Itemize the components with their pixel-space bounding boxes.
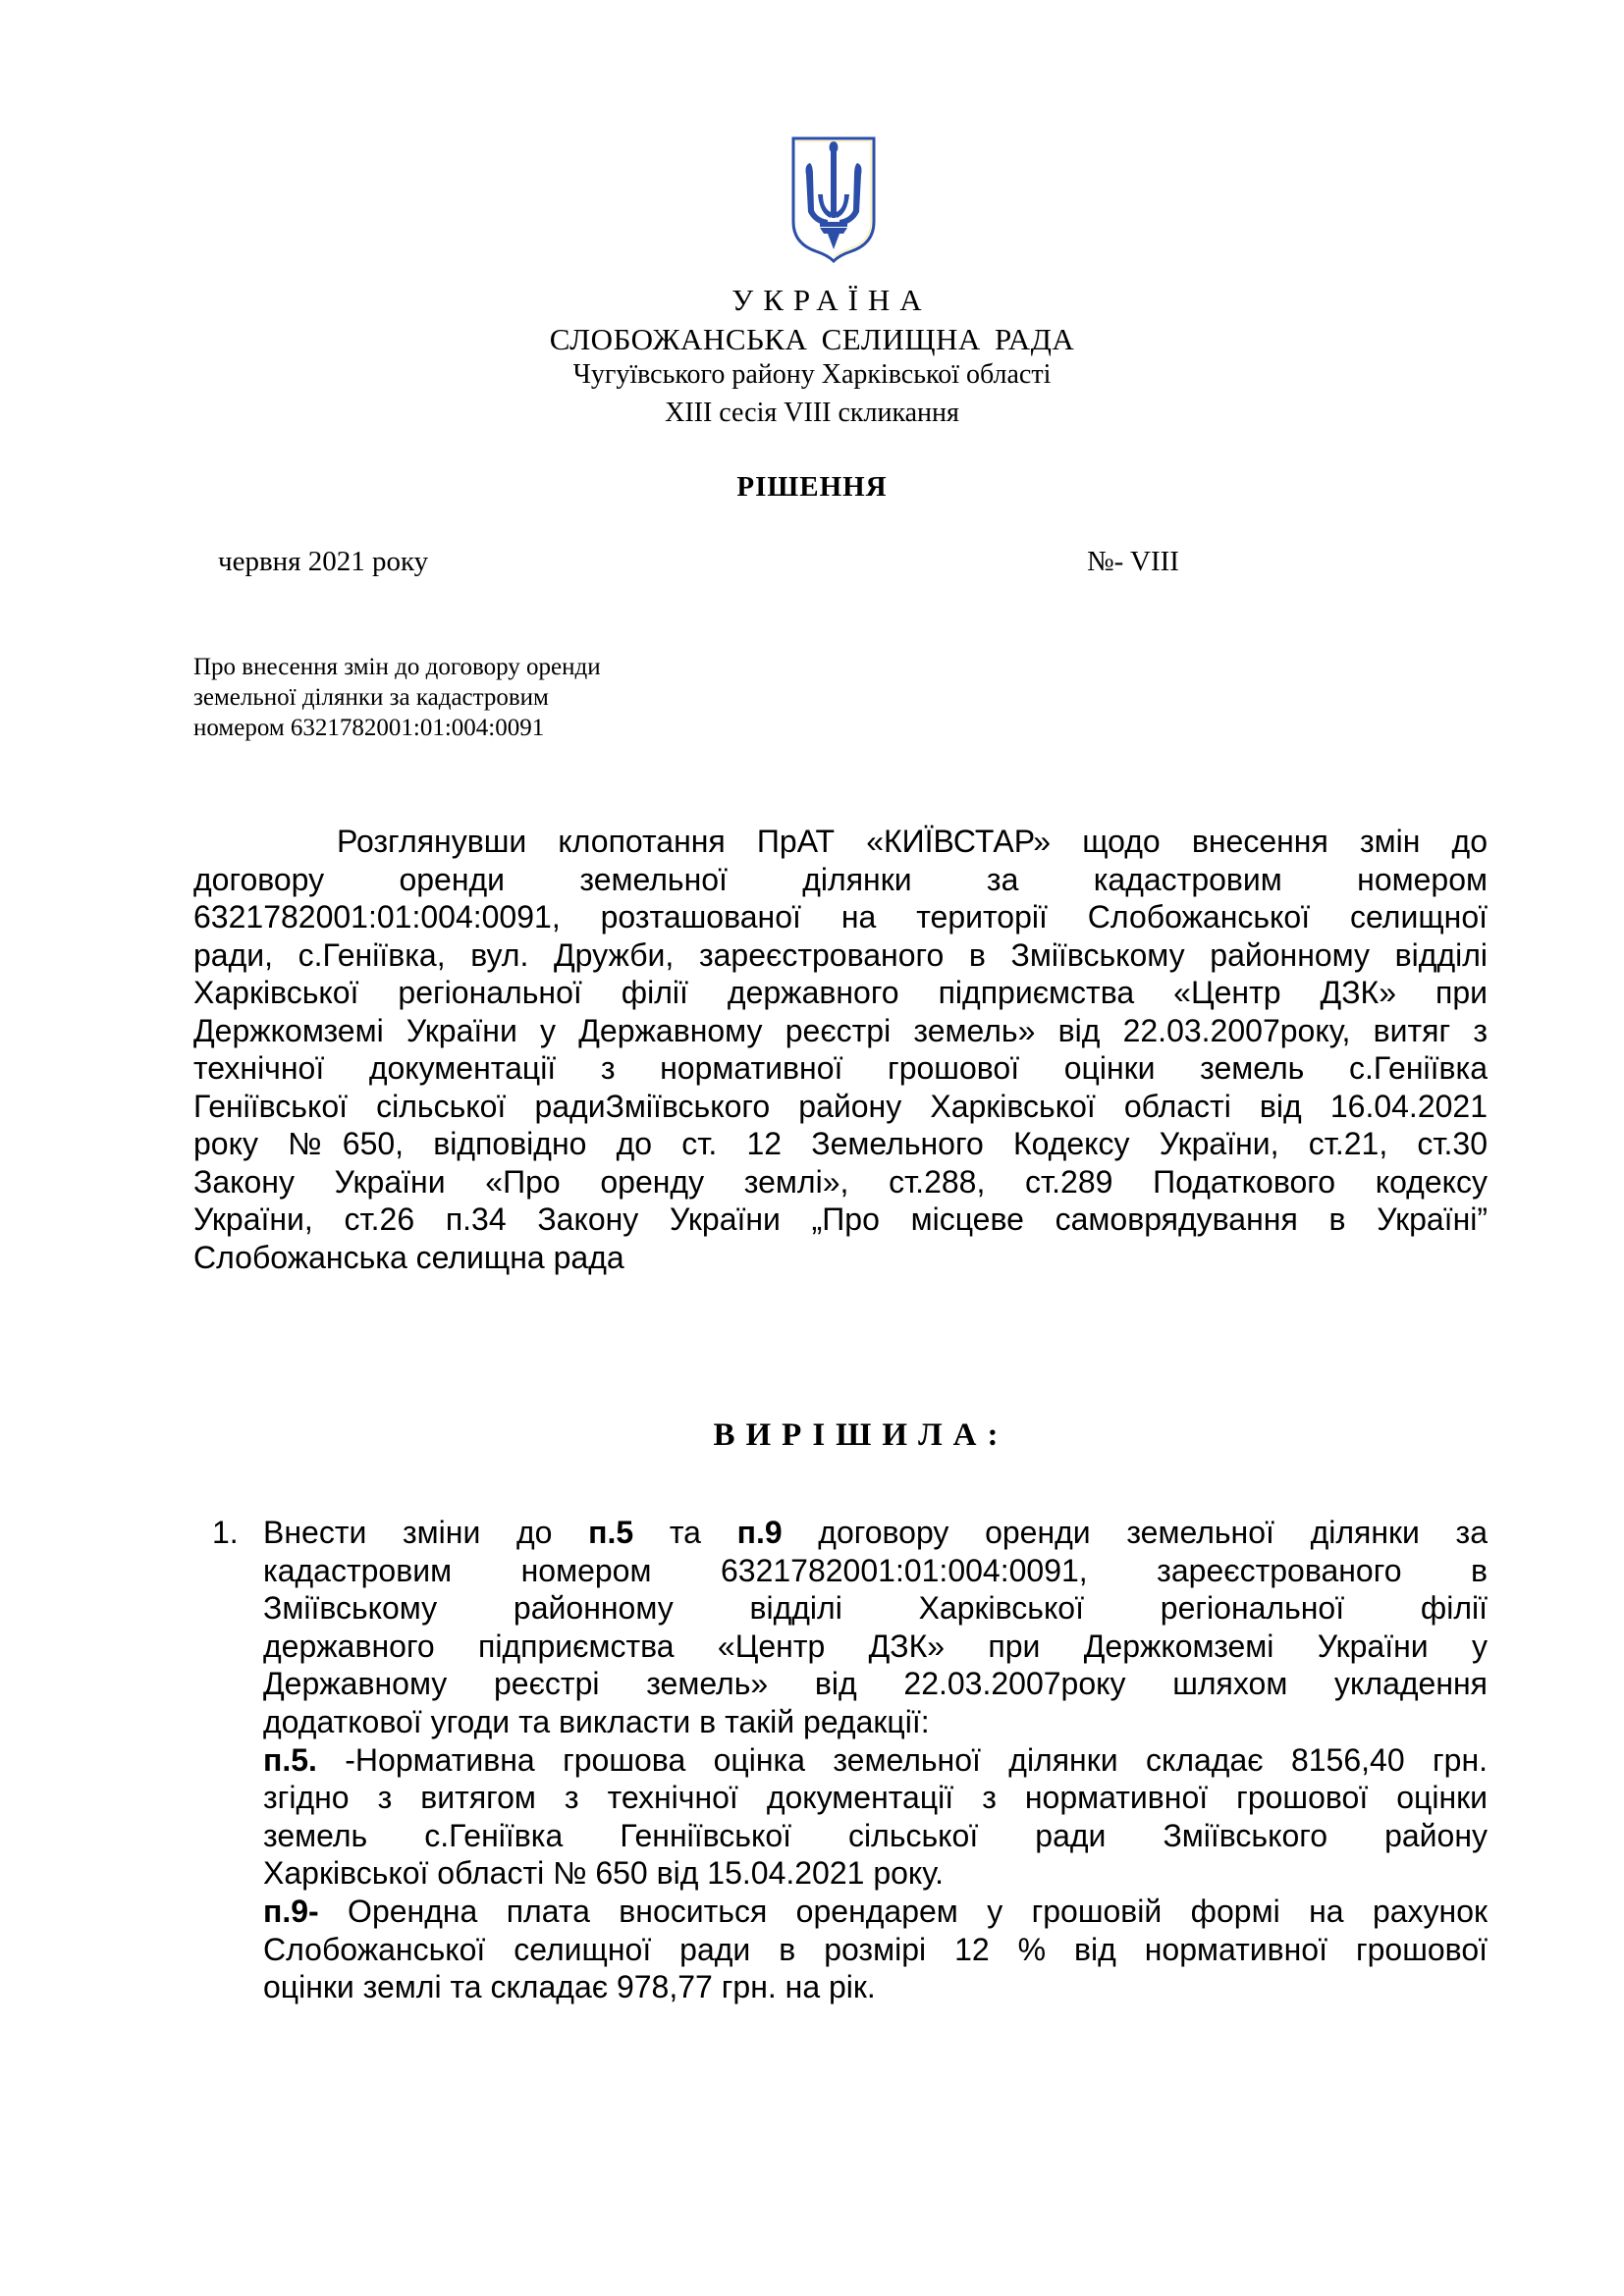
preamble-paragraph xyxy=(193,823,1488,1276)
subject-line: номером 6321782001:01:004:0091 xyxy=(193,715,545,741)
preamble-line: Геніївської сільської радиЗміївського району Харківської області від 16.04.2021 xyxy=(193,1088,1488,1124)
document-subject xyxy=(193,652,601,743)
item-line: Зміївському районному відділі Харківської регіональної філії xyxy=(263,1590,1488,1627)
clause-p9-label: п.9- xyxy=(263,1893,319,1929)
item-line xyxy=(263,1514,1488,1552)
clause-ref-p9: п.9 xyxy=(736,1515,783,1550)
item-line: згідно з витягом з технічної документації з нормативної грошової оцінки xyxy=(263,1780,1488,1816)
item-line: Державному реєстрі земель» від 22.03.2007року шляхом укладення xyxy=(263,1666,1488,1702)
subject-line: земельної ділянки за кадастровим xyxy=(193,684,549,711)
district-name: Чугуївського району Харківської області xyxy=(572,359,1052,390)
preamble-line: ради, с.Геніївка, вул. Дружби, зареєстрованого в Зміївському районному відділі xyxy=(193,936,1488,973)
item-line: Слобожанської селищної ради в розмірі 12 % від нормативної грошової xyxy=(263,1931,1488,1967)
preamble-line: Закону України «Про оренду землі», ст.288, ст.289 Податкового кодексу xyxy=(193,1163,1488,1200)
preamble-line: договору оренди земельної ділянки за кадастровим номером xyxy=(193,861,1488,897)
clause-p5-text: -Нормативна грошова оцінка земельної ділянки складає 8156,40 грн. xyxy=(316,1741,1488,1778)
subject-line: Про внесення змін до договору оренди xyxy=(193,654,601,680)
preamble-line: Держкомземі України у Державному реєстрі земель» від 22.03.2007року, витяг з xyxy=(193,1012,1488,1048)
document-number: №- VIII xyxy=(1087,546,1179,577)
clause-p5-label: п.5. xyxy=(263,1741,317,1778)
item-line: оцінки землі та складає 978,77 грн. на рік. xyxy=(263,1969,876,2005)
clause-p5-line xyxy=(263,1741,1488,1780)
item-intro: Внести зміни до xyxy=(263,1515,553,1550)
clause-p9-text: Орендна плата вноситься орендарем у грошовій формі на рахунок xyxy=(318,1893,1488,1929)
preamble-line: Харківської регіональної філії державного підприємства «Центр ДЗК» при xyxy=(193,975,1488,1010)
item-line: державного підприємства «Центр ДЗК» при Держкомземі України у xyxy=(263,1628,1488,1664)
preamble-line: України, ст.26 п.34 Закону України „Про місцеве самоврядування в Україні” xyxy=(193,1201,1488,1237)
preamble-line: року №650, відповідно до ст. 12 Земельного Кодексу України, ст.21, ст.30 xyxy=(193,1126,1488,1161)
item-number: 1. xyxy=(212,1515,239,1550)
item-conjunction: та xyxy=(669,1515,701,1550)
clause-ref-p5: п.5 xyxy=(588,1515,634,1550)
coat-of-arms-icon xyxy=(790,135,877,263)
item-line: Харківської області № 650 від 15.04.2021 року. xyxy=(263,1855,944,1892)
item-line-rest: договору оренди земельної ділянки за xyxy=(818,1515,1489,1550)
document-title: РІШЕННЯ xyxy=(736,471,888,503)
preamble-line: Розглянувши клопотання ПрАТ «КИЇВСТАР» щодо внесення змін до xyxy=(337,824,1488,859)
item-line: додаткової угоди та викласти в такій редакції: xyxy=(263,1703,930,1739)
preamble-line: технічної документації з нормативної грошової оцінки земель с.Геніївка xyxy=(193,1050,1488,1086)
preamble-line: Слобожанська селищна рада xyxy=(193,1239,624,1275)
item-line: кадастровим номером 6321782001:01:004:0091, зареєстрованого в xyxy=(263,1552,1488,1588)
session-name: XIII сесія VIII скликання xyxy=(665,398,959,428)
clause-p9-line xyxy=(263,1893,1488,1931)
preamble-line: 6321782001:01:004:0091, розташованої на території Слобожанської селищної xyxy=(193,899,1488,934)
decision-heading: ВИРІШИЛА: xyxy=(713,1417,1009,1453)
country-name: УКРАЇНА xyxy=(731,283,932,317)
decision-item-1 xyxy=(212,1514,1489,2006)
document-date: червня 2021 року xyxy=(218,546,429,577)
council-name: СЛОБОЖАНСЬКА СЕЛИЩНА РАДА xyxy=(549,322,1075,356)
item-line: земель с.Геніївка Генніївської сільської ради Зміївського району xyxy=(263,1817,1488,1853)
